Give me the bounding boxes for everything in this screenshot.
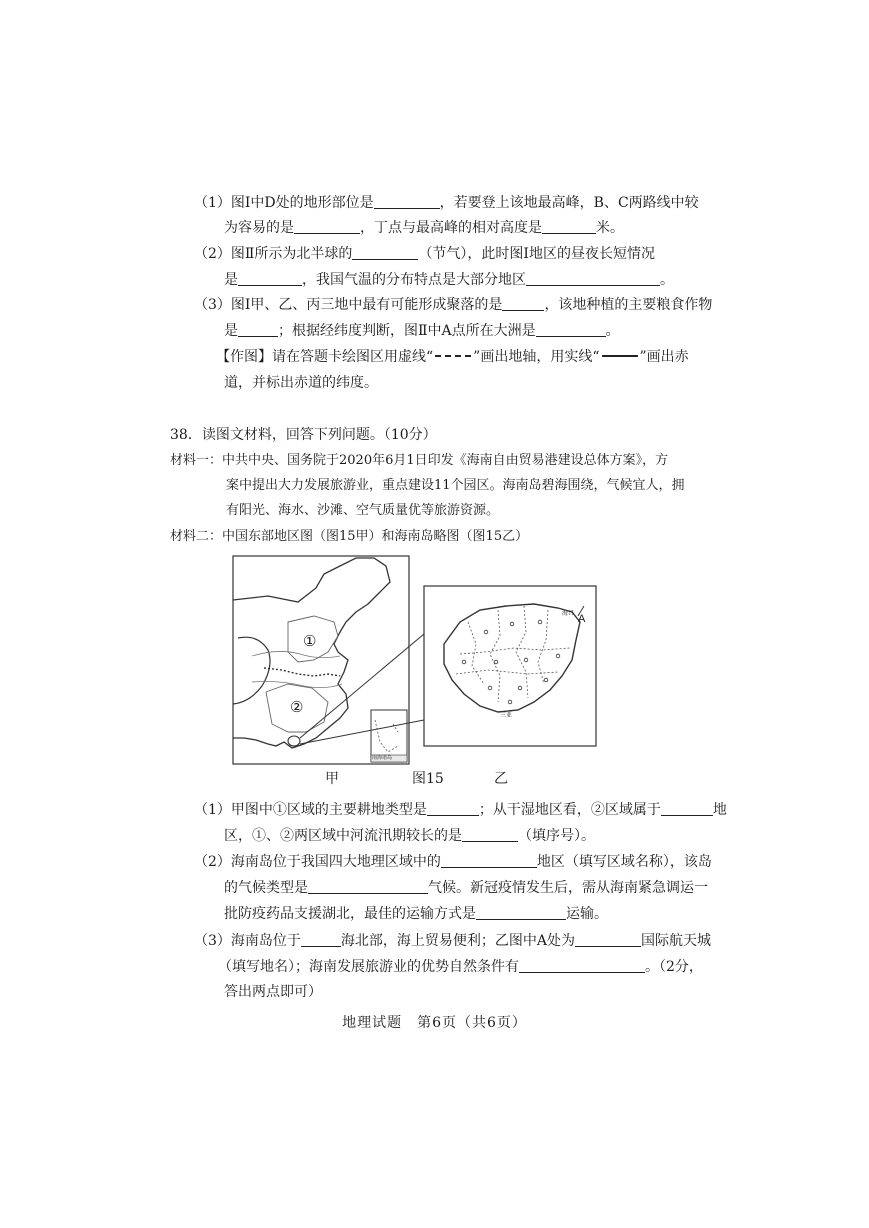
q38-material1-line2: 案中提出大力发展旅游业，重点建设11个园区。海南岛碧海围绕，气候宜人，拥	[226, 478, 685, 493]
q37-p2-line2: 是 ，我国气温的分布特点是大部分地区 。	[224, 272, 674, 288]
figure-label-yi: 乙	[494, 771, 508, 787]
inset-label: 南海诸岛	[372, 755, 393, 761]
figure-label-jia: 甲	[325, 771, 339, 787]
region-2-label: ②	[290, 698, 304, 716]
answer-blank	[352, 245, 418, 260]
q37-p1-line2: 为容易的是 ，丁点与最高峰的相对高度是 米。	[224, 220, 624, 236]
map-jia-coastline	[233, 558, 390, 748]
answer-blank	[542, 219, 596, 234]
region-1-label: ①	[303, 632, 317, 650]
q38-p2-line3: 批防疫药品支援湖北，最佳的运输方式是 运输。	[224, 906, 608, 922]
q38-p1-line1: （1）甲图中①区域的主要耕地类型是 ；从干湿地区看，②区域属于 地	[194, 802, 727, 818]
q37-p3-line2: 是 ；根据经纬度判断，图Ⅱ中A点所在大洲是 。	[224, 323, 620, 339]
q38-p1-line2: 区，①、②两区域中河流汛期较长的是 （填序号）。	[224, 828, 595, 844]
q38-p3-line3: 答出两点即可）	[224, 984, 322, 1000]
q37-p2-line1: （2）图Ⅱ所示为北半球的 （节气），此时图Ⅰ地区的昼夜长短情况	[194, 246, 655, 262]
answer-blank	[502, 296, 544, 311]
hainan-marker	[288, 736, 300, 746]
answer-blank	[238, 271, 302, 286]
q38-material1-line1: 材料一：中共中央、国务院于2020年6月1日印发《海南自由贸易港建设总体方案》，方	[170, 453, 669, 468]
callout-line-top	[300, 634, 424, 738]
callout-line-bottom	[300, 720, 424, 744]
city-sanya-label: 三亚	[500, 712, 513, 719]
figure-15-maps	[228, 552, 608, 768]
qinling-huaihe-line	[264, 668, 340, 676]
point-a-label: A	[578, 613, 586, 625]
solid-line-sample	[602, 355, 638, 357]
page-footer: 地理试题 第6页（共6页）	[342, 1015, 527, 1031]
q38-p3-line2: （填写地名）；海南发展旅游业的优势自然条件有 。（2分，	[218, 959, 703, 975]
answer-blank	[575, 932, 641, 947]
answer-blank	[526, 271, 660, 286]
q37-draw-line1: 【作图】请在答题卡绘图区用虚线“ ”画出地轴，用实线“ ”画出赤	[216, 349, 689, 365]
map-jia-frame	[233, 556, 409, 764]
yangtze-river	[252, 682, 342, 688]
answer-blank	[462, 827, 518, 842]
dashed-line-sample	[435, 355, 471, 357]
q38-p3-line1: （3）海南岛位于 海北部，海上贸易便利；乙图中A处为 国际航天城	[194, 933, 712, 949]
city-haikou-label: 海口	[562, 610, 575, 617]
answer-blank	[427, 801, 479, 816]
answer-blank	[536, 322, 606, 337]
q38-material2: 材料二：中国东部地区图（图15甲）和海南岛略图（图15乙）	[170, 529, 529, 544]
south-sea-inset-lines	[375, 720, 398, 752]
answer-blank	[476, 905, 566, 920]
q37-p3-line1: （3）图Ⅰ甲、乙、丙三地中最有可能形成聚落的是 ，该地种植的主要粮食作物	[194, 297, 713, 313]
answer-blank	[238, 322, 278, 337]
answer-blank	[308, 879, 428, 894]
answer-blank	[519, 958, 645, 973]
answer-blank	[441, 853, 537, 868]
q38-title: 38．读图文材料，回答下列问题。（10分）	[170, 427, 437, 443]
answer-blank	[294, 219, 360, 234]
q38-material1-line3: 有阳光、海水、沙滩、空气质量优等旅游资源。	[226, 503, 500, 518]
figure-caption: 图15	[412, 771, 444, 787]
q38-p2-line2: 的气候类型是 气候。新冠疫情发生后，需从海南紧急调运一	[224, 880, 708, 896]
q38-p2-line1: （2）海南岛位于我国四大地理区域中的 地区（填写区域名称），该岛	[194, 854, 712, 870]
answer-blank	[301, 932, 341, 947]
answer-blank	[661, 801, 713, 816]
q37-draw-line2: 道，并标出赤道的纬度。	[224, 375, 378, 391]
q37-p1-line1: （1）图Ⅰ中D处的地形部位是 ，若要登上该地最高峰，B、C两路线中较	[194, 195, 699, 211]
map-jia-west-boundary	[233, 637, 270, 704]
answer-blank	[374, 194, 440, 209]
